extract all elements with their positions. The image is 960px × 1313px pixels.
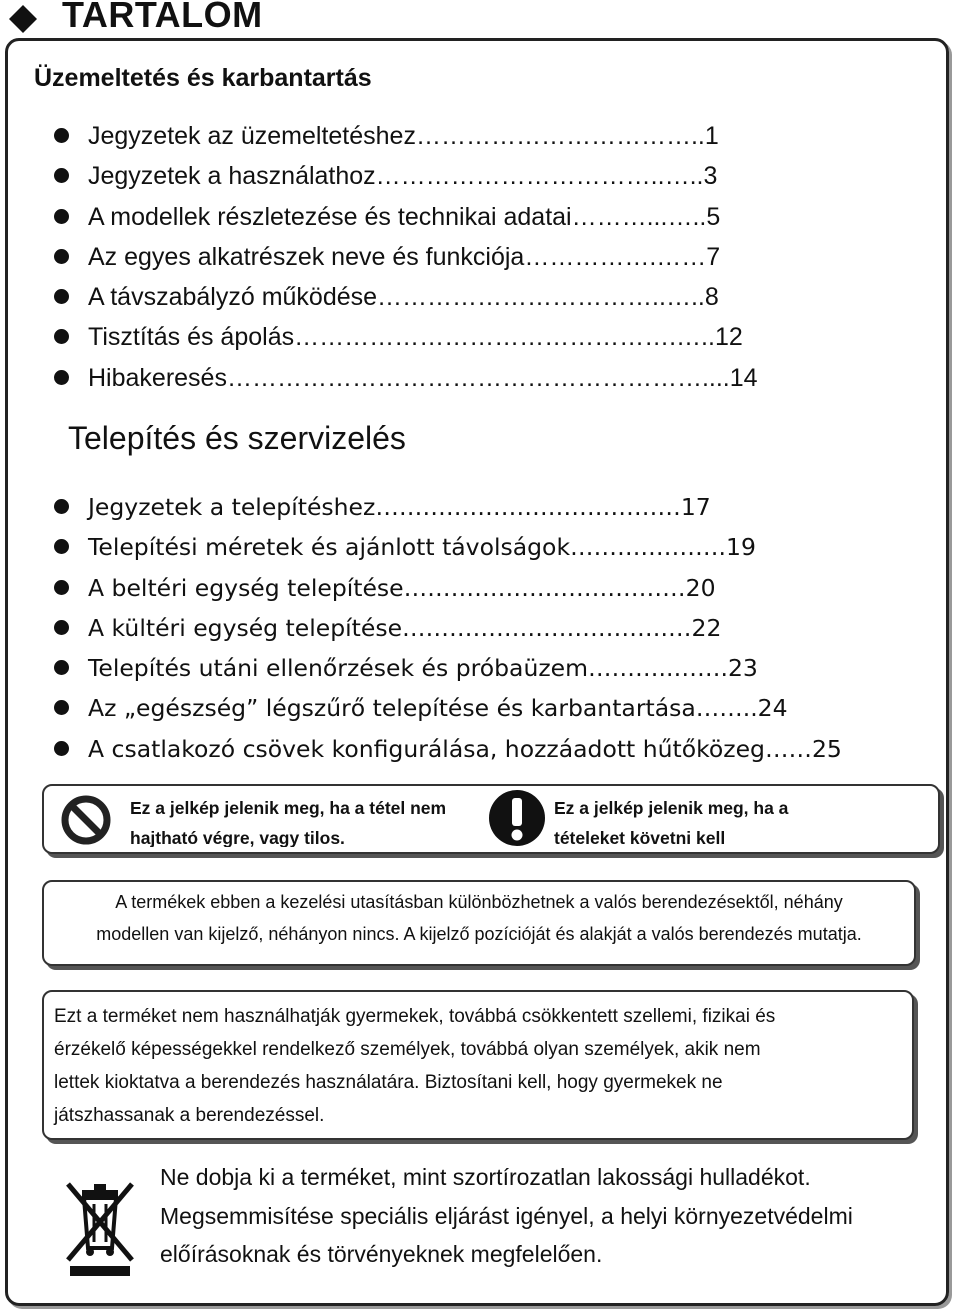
toc-item[interactable] — [50, 487, 900, 527]
disposal-text — [160, 1158, 940, 1274]
prohibited-symbol-text: Ez a jelkép jelenik meg, ha a tétel nem hajtható végre, vagy tilos. — [130, 798, 447, 847]
warning-line: lettek kioktatva a berendezés használatára. Biztosítani kell, hogy gyermekek ne — [54, 1072, 723, 1093]
note-line: modellen van kijelző, néhányon nincs. A kijelző pozícióját és alakját a valós berendezés mutatja. — [96, 924, 862, 944]
warning-line: érzékelő képességekkel rendelkező személyek, továbbá olyan személyek, akik nem — [54, 1039, 761, 1060]
bullet-icon — [54, 168, 69, 183]
toc-item[interactable] — [50, 568, 900, 608]
bullet-icon — [54, 128, 69, 143]
toc-entry[interactable]: A csatlakozó csövek konfigurálása, hozzáadott hűtőközeg……25 — [88, 734, 842, 763]
warning-line: Ezt a terméket nem használhatják gyermekek, továbbá csökkentett szellemi, fizikai és — [54, 1006, 776, 1027]
section-heading-installation: Telepítés és szervizelés — [68, 420, 406, 456]
toc-entry[interactable]: A kültéri egység telepítése…………………………….…22 — [88, 613, 722, 642]
diamond-icon — [8, 4, 38, 34]
bullet-icon — [54, 209, 69, 224]
toc-entry[interactable]: A modellek részletezése és technikai adatai………...…..5 — [88, 202, 721, 231]
mandatory-symbol-text: Ez a jelkép jelenik meg, ha a tételeket követni kell — [554, 798, 789, 847]
bullet-icon — [54, 539, 69, 554]
bullet-icon — [54, 249, 69, 264]
toc-item[interactable] — [50, 358, 900, 398]
toc-item[interactable] — [50, 729, 900, 769]
bullet-icon — [54, 329, 69, 344]
toc-entry[interactable]: Az „egészség” légszűrő telepítése és karbantartása……..24 — [88, 694, 788, 723]
toc-entry[interactable]: Telepítési méretek és ajánlott távolságok……….……….19 — [88, 533, 756, 562]
toc-item[interactable] — [50, 688, 900, 728]
crossed-bin-icon — [62, 1178, 138, 1278]
bullet-icon — [54, 660, 69, 675]
exclamation-icon — [487, 788, 547, 848]
toc-item[interactable] — [50, 317, 900, 357]
toc-list-installation — [50, 487, 900, 769]
toc-item[interactable] — [50, 237, 900, 277]
disposal-line: Ne dobja ki a terméket, mint szortírozatlan lakossági hulladékot. — [160, 1164, 811, 1190]
disposal-line: Megsemmisítése speciális eljárást igényel, a helyi környezetvédelmi — [160, 1202, 853, 1229]
section-heading-operation: Üzemeltetés és karbantartás — [34, 64, 372, 92]
bullet-icon — [54, 499, 69, 514]
toc-entry[interactable]: A beltéri egység telepítése………………………………20 — [88, 573, 716, 602]
toc-item[interactable] — [50, 197, 900, 237]
note-line: A termékek ebben a kezelési utasításban különbözhetnek a valós berendezésektől, néhány — [115, 892, 843, 912]
toc-item[interactable] — [50, 527, 900, 567]
bullet-icon — [54, 370, 69, 385]
toc-entry[interactable]: Jegyzetek az üzemeltetéshez……………………………..1 — [88, 122, 719, 150]
page-title: TARTALOM — [62, 0, 263, 35]
toc-item[interactable] — [50, 608, 900, 648]
toc-list-operation — [50, 116, 900, 398]
toc-item[interactable] — [50, 116, 900, 156]
toc-item[interactable] — [50, 277, 900, 317]
bullet-icon — [54, 580, 69, 595]
bullet-icon — [54, 700, 69, 715]
toc-entry[interactable]: Hibakeresés…………………………………………………....14 — [88, 363, 758, 392]
bullet-icon — [54, 741, 69, 756]
prohibited-icon — [52, 794, 120, 846]
toc-item[interactable] — [50, 156, 900, 196]
disposal-line: előírásoknak és törvényeknek megfelelően. — [160, 1241, 603, 1267]
toc-entry[interactable]: Jegyzetek a használathoz……………………………..…..3 — [88, 162, 718, 191]
toc-entry[interactable]: Jegyzetek a telepítéshez…………………………………17 — [88, 493, 711, 521]
bullet-icon — [54, 620, 69, 635]
toc-entry[interactable]: Telepítés utáni ellenőrzések és próbaüzem………..…….23 — [88, 654, 758, 683]
toc-item[interactable] — [50, 648, 900, 688]
toc-entry[interactable]: A távszabályzó működése……………………………..…..8 — [88, 283, 719, 312]
toc-entry[interactable]: Tisztítás és ápolás……………………………………….…..12 — [88, 323, 743, 352]
toc-entry[interactable]: Az egyes alkatrészek neve és funkciója…………….……7 — [88, 242, 721, 271]
warning-line: játszhassanak a berendezéssel. — [54, 1105, 325, 1126]
bullet-icon — [54, 289, 69, 304]
